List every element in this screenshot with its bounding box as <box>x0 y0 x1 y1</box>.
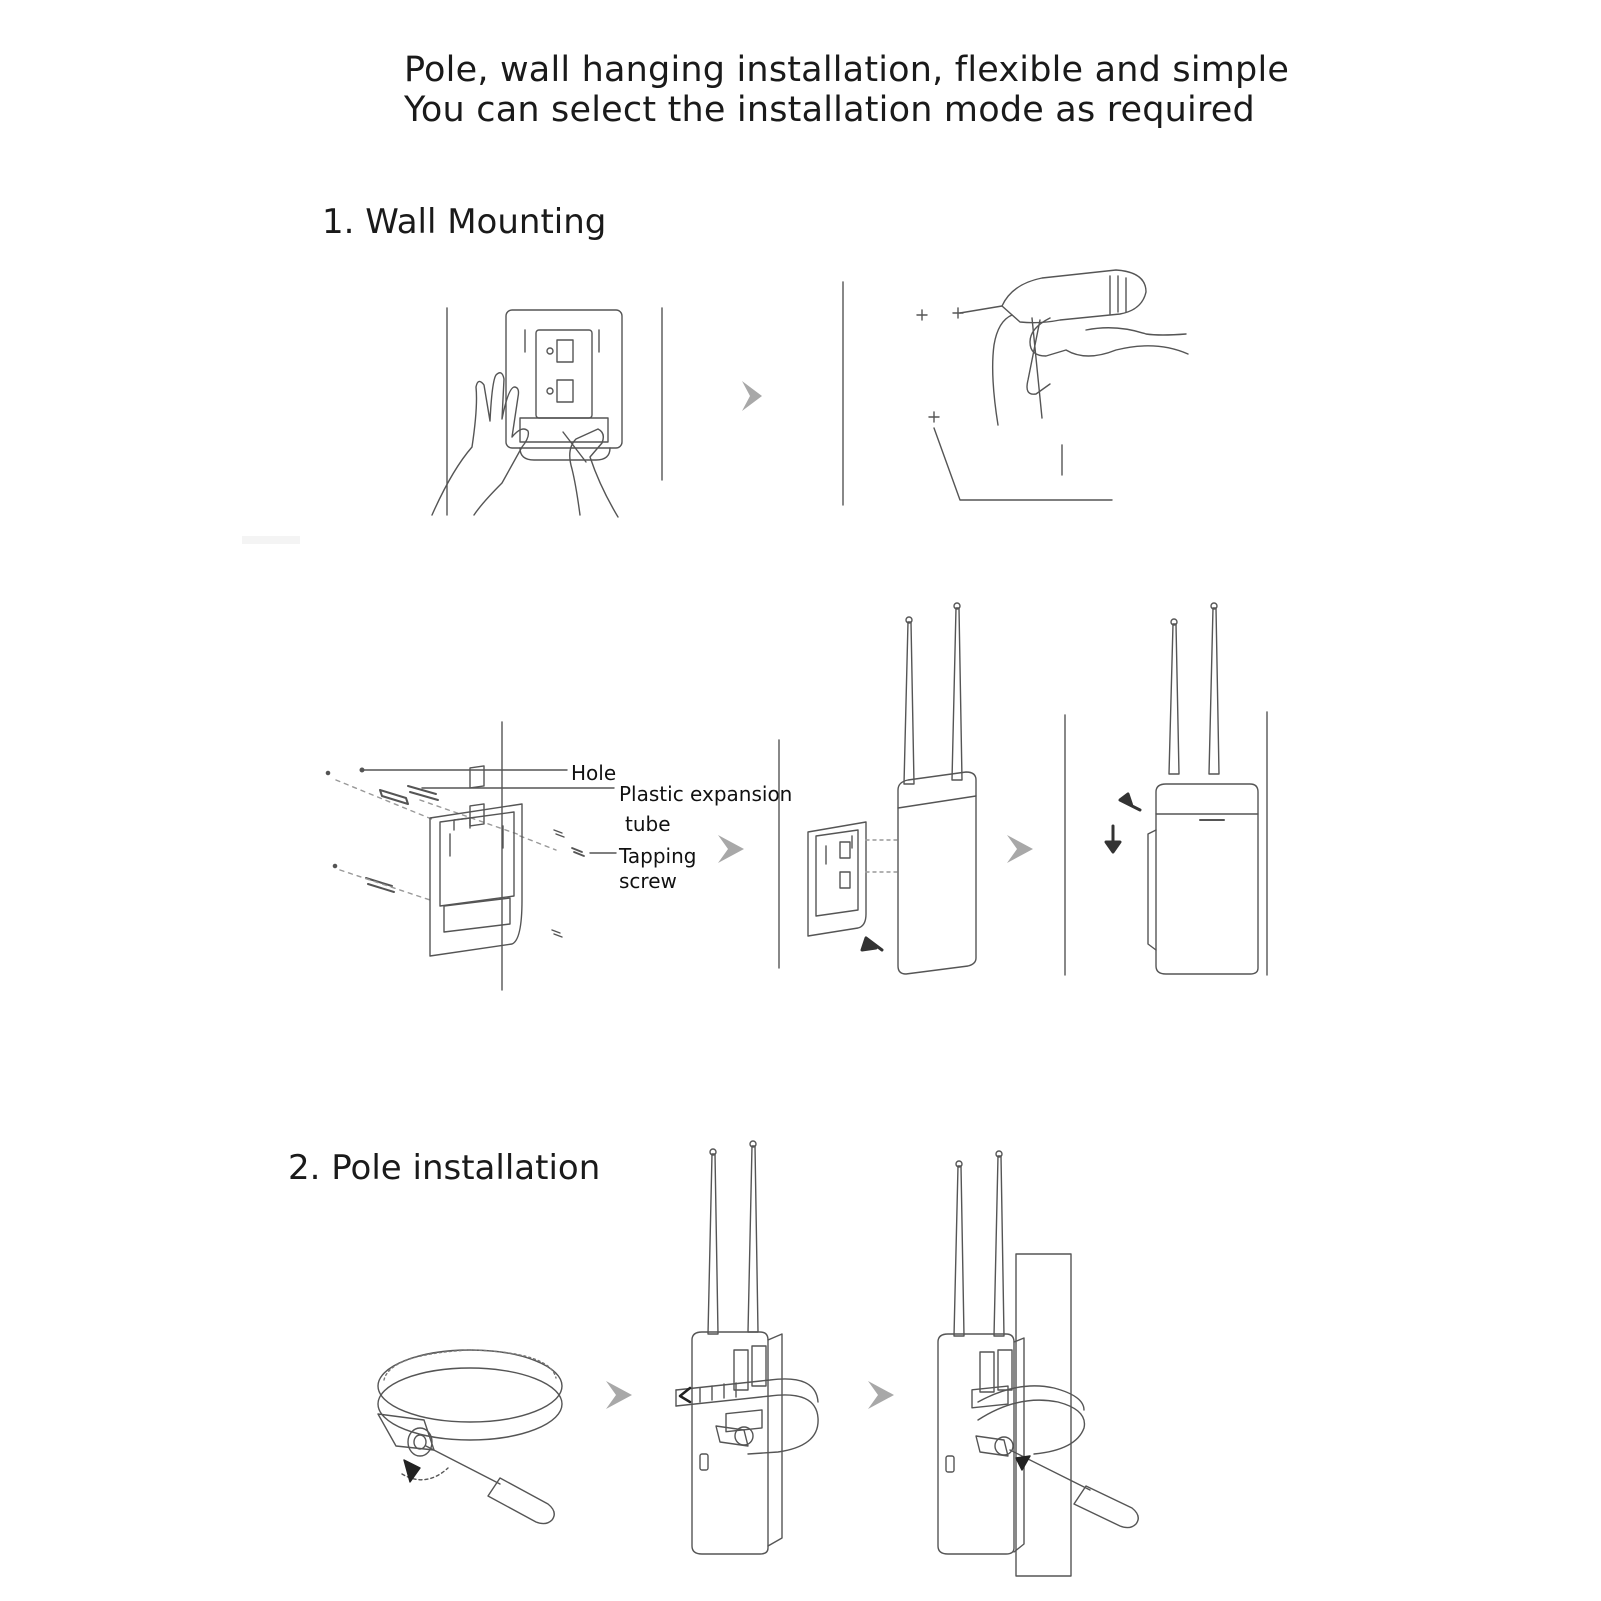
step-arrow-icon <box>1007 835 1033 863</box>
label-tapping: Tapping <box>619 844 697 868</box>
step-arrow-icon <box>718 835 744 863</box>
pole-installation-title: 2. Pole installation <box>288 1148 601 1188</box>
hose-clamp-illustration <box>378 1350 562 1524</box>
step-arrow-icon <box>742 381 762 411</box>
headline-line-1: Pole, wall hanging installation, flexible and simple <box>404 50 1290 90</box>
attach-device-illustration <box>779 603 976 974</box>
wall-mounting-title: 1. Wall Mounting <box>322 202 607 242</box>
label-plastic-expansion: Plastic expansion <box>619 782 793 806</box>
bracket-exploded-illustration <box>326 722 616 990</box>
thread-clamp-illustration <box>676 1141 818 1554</box>
tighten-on-pole-illustration <box>938 1151 1138 1576</box>
step-mark-holes-illustration <box>432 308 662 517</box>
label-screw: screw <box>619 869 677 893</box>
divider-mark <box>242 536 300 544</box>
label-hole: Hole <box>571 761 617 785</box>
step-arrow-icon <box>868 1381 894 1409</box>
label-tube: tube <box>625 812 671 836</box>
step-drill-holes-illustration <box>843 270 1188 505</box>
slide-device-down-illustration <box>1065 603 1267 975</box>
headline-line-2: You can select the installation mode as required <box>404 90 1255 130</box>
step-arrow-icon <box>606 1381 632 1409</box>
